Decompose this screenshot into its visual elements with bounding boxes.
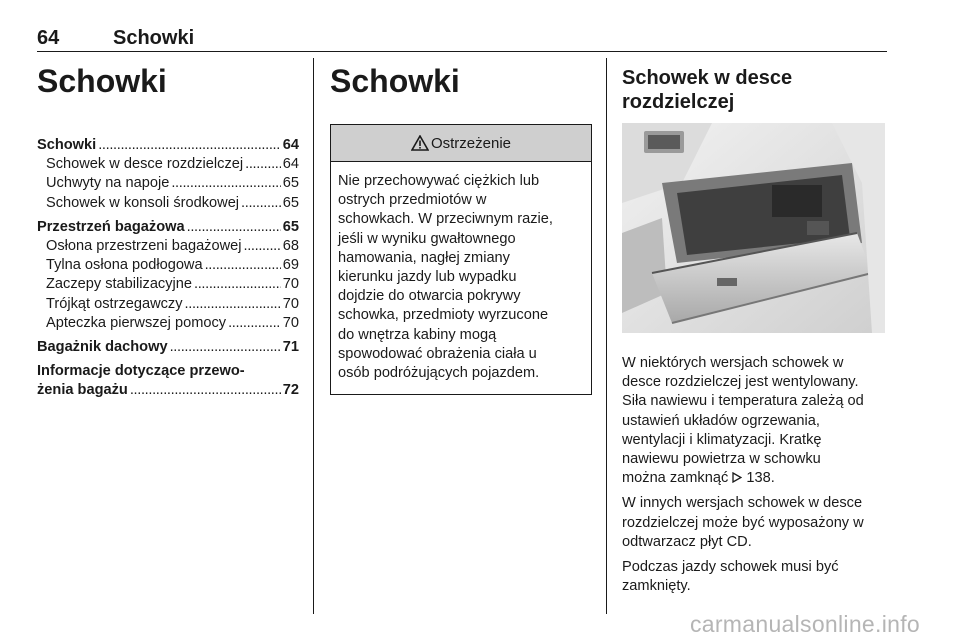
warning-line: osób podróżujących pojazdem. — [338, 365, 540, 382]
warning-heading: Ostrzeżenie — [430, 134, 512, 152]
warning-box — [330, 124, 592, 395]
warning-line: ostrych przedmiotów w — [338, 192, 487, 209]
toc-entry-zaczepy[interactable]: Zaczepy stabilizacyjne . . . 70 — [37, 275, 299, 294]
warning-line: Nie przechowywać ciężkich lub — [338, 173, 540, 189]
paragraph-closed-while-driving: Podczas jazdy schowek musi być zamknięty. — [622, 559, 839, 595]
toc-entry-schowek-w-desce[interactable]: Schowek w desce rozdzielczej . . . 64 — [37, 155, 299, 174]
chapter-title: Schowki — [37, 63, 167, 99]
page-ref-arrow-icon — [732, 472, 742, 483]
warning-line: spowodować obrażenia ciała u — [338, 345, 537, 362]
warning-column — [330, 58, 592, 395]
page-number: 64 — [37, 27, 60, 49]
paragraph-cd-player: W innych wersjach schowek w desce rozdzielczej może być wyposażony w odtwarzacz płyt CD. — [622, 495, 864, 550]
glovebox-photo — [622, 123, 885, 333]
warning-line: schowka, przedmioty wyrzucone — [338, 307, 549, 324]
warning-triangle-icon — [411, 135, 429, 151]
warning-line: kierunku jazdy lub wypadku — [338, 269, 517, 286]
page-reference[interactable]: 138 — [746, 470, 771, 487]
toc-entry-trojkat[interactable]: Trójkąt ostrzegawczy . . . 70 — [37, 295, 299, 314]
warning-line: dojdzie do otwarcia pokrywy — [338, 288, 521, 305]
toc-entry-schowki[interactable]: Schowki . . . 64 — [37, 136, 299, 155]
glovebox-column — [622, 58, 887, 596]
paragraph-ventilation: W niektórych wersjach schowek w desce rozdzielczej jest wentylowany. Siła nawiewu i temperatura zależą od ustawień układów ogrzewania, wentylacji i klimatyzacji. Kratkę nawiewu powietrza w schowku można zamknąć 138. — [622, 355, 864, 487]
toc-entry-bagaznik-dachowy[interactable]: Bagażnik dachowy . . . 71 — [37, 338, 299, 357]
warning-line: schowkach. W przeciwnym razie, — [338, 211, 553, 228]
warning-line: jeśli w wyniku gwałtownego — [338, 230, 516, 247]
toc-entry-apteczka[interactable]: Apteczka pierwszej pomocy . . . 70 — [37, 314, 299, 333]
column-divider-2 — [606, 58, 607, 614]
toc-entry-schowek-w-konsoli[interactable]: Schowek w konsoli środkowej . . . 65 — [37, 194, 299, 213]
warning-line: do wnętrza kabiny mogą — [338, 326, 497, 343]
toc-entry-tylna-oslona[interactable]: Tylna osłona podłogowa . . . 69 — [37, 256, 299, 275]
warning-header — [331, 125, 591, 162]
toc-entry-informacje-line2[interactable]: żenia bagażu . . . 72 — [37, 381, 299, 400]
watermark: carmanualsonline.info — [689, 611, 920, 637]
table-of-contents — [37, 136, 299, 401]
warning-text — [331, 162, 591, 394]
page-header — [37, 27, 887, 52]
toc-entry-oslona-przestrzeni[interactable]: Osłona przestrzeni bagażowej . . . 68 — [37, 237, 299, 256]
section-title-glovebox: Schowek w desce rozdzielczej — [622, 67, 793, 113]
toc-entry-uchwyty[interactable]: Uchwyty na napoje . . . 65 — [37, 174, 299, 193]
toc-column — [37, 58, 299, 401]
running-title: Schowki — [113, 27, 195, 49]
toc-entry-informacje-line1[interactable]: Informacje dotyczące przewo- — [37, 363, 245, 380]
column-divider-1 — [313, 58, 314, 614]
warning-line: hamowania, nagłej zmiany — [338, 249, 510, 266]
toc-entry-przestrzen-bagazowa[interactable]: Przestrzeń bagażowa . . . 65 — [37, 218, 299, 237]
section-title-schowki: Schowki — [330, 63, 460, 99]
